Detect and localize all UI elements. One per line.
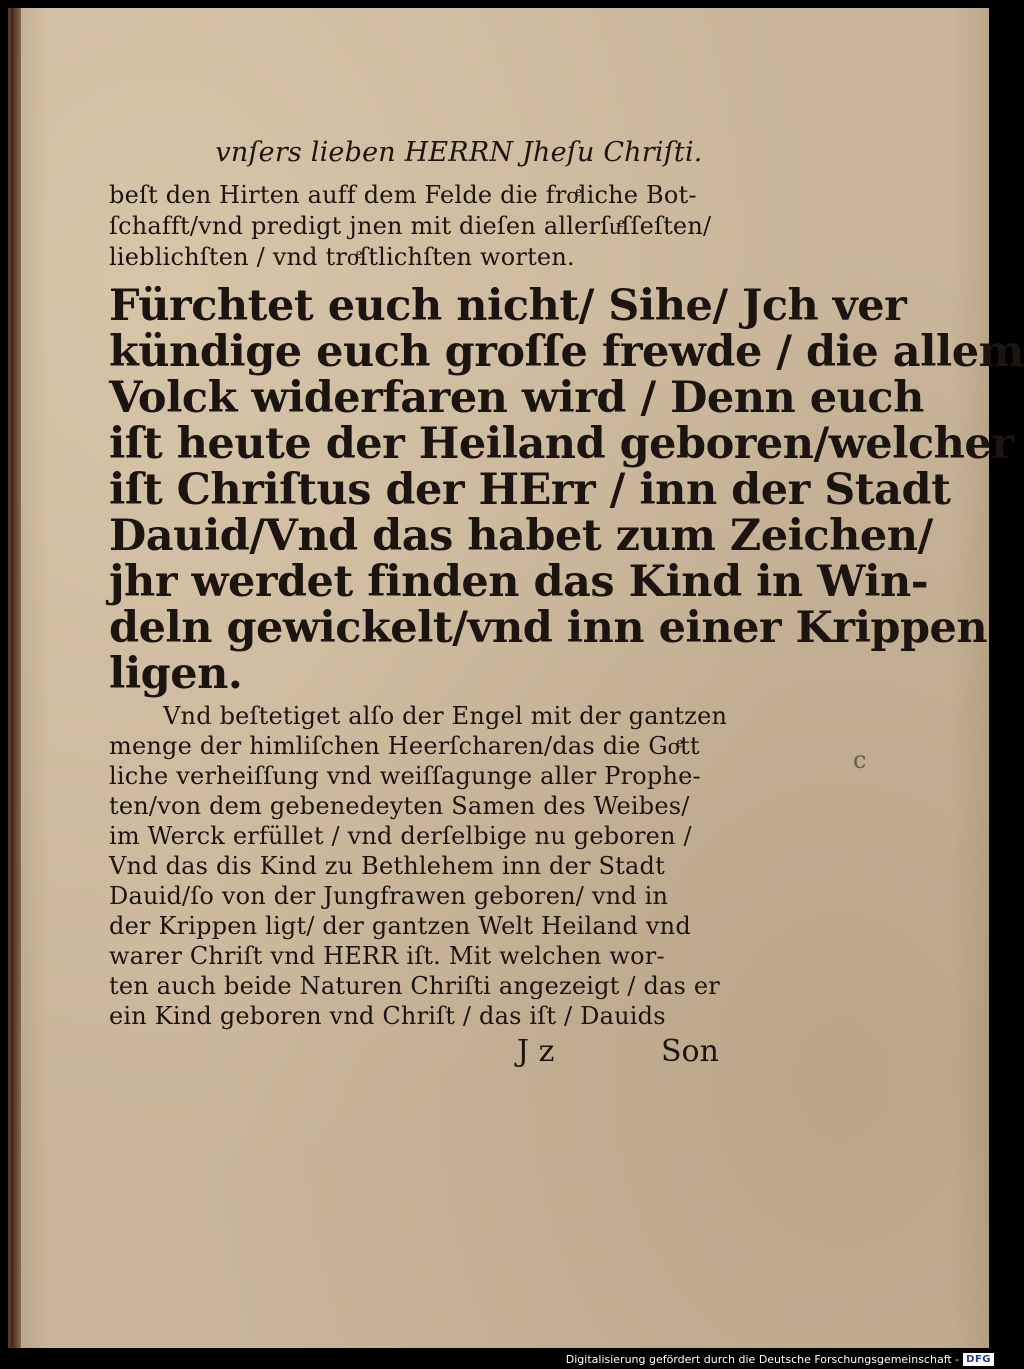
quote-line: iſt Chriſtus der HErr / inn der Stadt [109,465,951,515]
body-line: Dauid/ſo von der Jungfrawen geboren/ vnd in [109,882,669,910]
body-line: Vnd beſtetiget alſo der Engel mit der gantzen [163,702,728,730]
intro-line: ſchafft/vnd predigt jnen mit dieſen allerſuͤſſeſten/ [109,212,712,240]
quote-line: jhr werdet finden das Kind in Win- [109,557,929,607]
body-line: ten auch beide Naturen Chriſti angezeigt / das er [109,972,720,1000]
quote-line: iſt heute der Heiland geboren/welcher [109,419,1014,469]
quote-paragraph [109,281,1024,699]
body-paragraph [109,701,749,1031]
body-line: liche verheiſſung vnd weiſſagunge aller Prophe- [109,762,701,790]
quote-line: Dauid/Vnd das habet zum Zeichen/ [109,511,933,561]
running-head: vnſers lieben HERRN Jheſu Chriſti. [215,137,703,168]
intro-line: lieblichſten / vnd troͤſtlichſten worten. [109,243,575,271]
body-line: ein Kind geboren vnd Chriſt / das iſt / Dauids [109,1002,666,1030]
body-line: warer Chriſt vnd HERR iſt. Mit welchen wor- [109,942,665,970]
body-line: menge der himliſchen Heerſcharen/das die Goͤtt [109,732,700,760]
page-text-block [109,126,1024,1031]
signature-mark: J z [517,1034,555,1069]
quote-line: ligen. [109,649,243,699]
body-line: ten/von dem gebenedeyten Samen des Weibes/ [109,792,690,820]
catchword: Son [661,1034,719,1069]
book-page [8,8,1024,1348]
dfg-logo-icon: DFG [963,1353,994,1366]
quote-line: kündige euch groſſe frewde / die allem [109,327,1024,377]
intro-line: beſt den Hirten auff dem Felde die froͤliche Bot- [109,181,697,209]
quote-line: Fürchtet euch nicht/ Sihe/ Jch ver [109,281,907,331]
page-gutter [11,8,21,1348]
body-line: der Krippen ligt/ der gantzen Welt Heiland vnd [109,912,691,940]
body-line: im Werck erfüllet / vnd derſelbige nu geboren / [109,822,692,850]
intro-paragraph [109,180,749,273]
credit-text: Digitalisierung gefördert durch die Deutsche Forschungsgemeinschaft - [565,1352,960,1366]
quote-line: Volck widerfaren wird / Denn euch [109,373,924,423]
body-line: Vnd das dis Kind zu Bethlehem inn der Stadt [109,852,665,880]
quote-line: deln gewickelt/vnd inn einer Krippen [109,603,988,653]
margin-mark: c [853,746,867,774]
digitization-credit [566,1351,994,1367]
